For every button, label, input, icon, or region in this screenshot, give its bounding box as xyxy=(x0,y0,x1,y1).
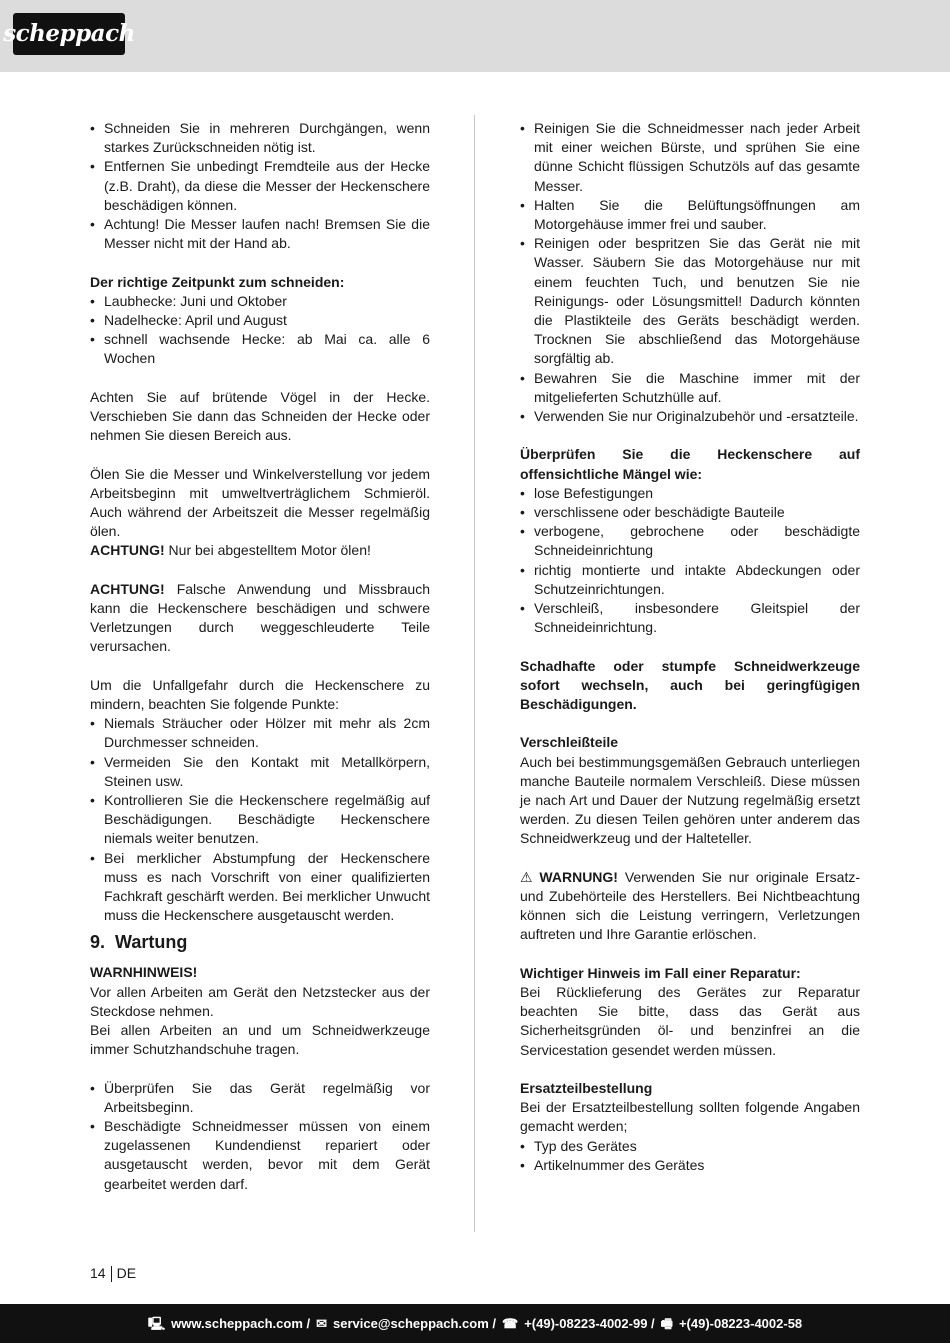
warning-paragraph xyxy=(520,868,860,945)
list-item: • Artikelnummer des Gerätes xyxy=(520,1156,860,1175)
section-number: 9. xyxy=(90,932,106,953)
footer-phone: +(49)-08223-4002-99 / xyxy=(524,1315,655,1331)
list-item: • Achtung! Die Messer laufen nach! Bremsen Sie die Messer nicht mit der Hand ab. xyxy=(90,215,430,253)
list-item: • Halten Sie die Belüftungsöffnungen am Motorgehäuse immer frei und sauber. xyxy=(520,196,860,234)
misuse-label: ACHTUNG! xyxy=(90,580,165,597)
list-item: • Beschädigte Schneidmesser müssen von einem zugelassenen Kundendienst repariert oder ausgetauscht werden, bevor mit dem Gerät gearbeitet werden darf. xyxy=(90,1117,430,1194)
timing-list xyxy=(90,292,430,369)
list-item: • Schneiden Sie in mehreren Durchgängen, wenn starkes Zurückschneiden nötig ist. xyxy=(90,119,430,157)
list-item: • Typ des Gerätes xyxy=(520,1137,860,1156)
repair-text: Bei Rücklieferung des Gerätes zur Reparatur beachten Sie bitte, dass das Gerät aus Sicherheitsgründen öl- und benzinfrei an die Servicestation gesendet werden müssen. xyxy=(520,984,860,1058)
section-heading xyxy=(90,931,430,953)
misuse-warning xyxy=(90,580,430,657)
wear-text: Auch bei bestimmungsgemäßen Gebrauch unterliegen manche Bauteile normalem Verschleiß. Diese müssen je nach Art und Dauer der Nutzung regelmäßig ersetzt werden. Zu diesen Teilen gehören unter anderem das Schneidwerkzeug und der Halteteller. xyxy=(520,753,860,847)
page-header xyxy=(0,0,950,72)
page-language: DE xyxy=(116,1265,137,1281)
warn-text-2: Bei allen Arbeiten an und um Schneidwerkzeuge immer Schutzhandschuhe tragen. xyxy=(90,1022,430,1058)
cutting-tips-list xyxy=(90,119,430,253)
order-list xyxy=(520,1137,860,1175)
list-item: • Bei merklicher Abstumpfung der Heckenschere muss es nach Vorschrift von einer qualifizierten Fachkraft geschärft werden. Bei merklicher Unwucht muss die Heckenschere ausgetauscht werden. xyxy=(90,849,430,926)
list-item: • Reinigen oder bespritzen Sie das Gerät nie mit Wasser. Säubern Sie das Motorgehäuse nur mit einem feuchten Tuch, und benutzen Sie nie Reinigungs- oder Lösungsmittel! Dadurch könnten die Plastikteile des Geräts beschädigt werden. Trocknen Sie abschließend das Motorgehäuse sorgfältig ab. xyxy=(520,234,860,368)
list-item: • Kontrollieren Sie die Heckenschere regelmäßig auf Beschädigungen. Beschädigte Heckenschere niemals weiter benutzen. xyxy=(90,791,430,849)
replace-heading: Schadhafte oder stumpfe Schneidwerkzeuge sofort wechseln, auch bei geringfügigen Beschädigungen. xyxy=(520,657,860,713)
list-item: • verbogene, gebrochene oder beschädigte Schneideinrichtung xyxy=(520,522,860,560)
column-divider xyxy=(474,115,475,1232)
phone-icon: ☎ xyxy=(502,1315,519,1331)
footer-fax: +(49)-08223-4002-58 xyxy=(678,1315,803,1331)
page-number xyxy=(90,1264,136,1283)
logo-text: scheppach xyxy=(3,20,135,48)
accident-intro: Um die Unfallgefahr durch die Heckenschere zu mindern, beachten Sie folgende Punkte: xyxy=(90,676,430,713)
repair-heading: Wichtiger Hinweis im Fall einer Reparatur: xyxy=(520,964,801,981)
oil-paragraph: Ölen Sie die Messer und Winkelverstellung vor jedem Arbeitsbeginn mit umweltverträglichem Schmieröl. Auch während der Arbeitszeit die Messer regelmäßig ölen. xyxy=(90,465,430,540)
warning-triangle-icon: ⚠ xyxy=(520,868,533,885)
accident-list xyxy=(90,714,430,925)
monitor-icon: 🖳 xyxy=(147,1315,166,1331)
right-column xyxy=(520,119,860,1175)
oil-warning xyxy=(90,541,430,560)
list-item: • richtig montierte und intakte Abdeckungen oder Schutzeinrichtungen. xyxy=(520,561,860,599)
list-item: • schnell wachsende Hecke: ab Mai ca. alle 6 Wochen xyxy=(90,330,430,368)
list-item: • Niemals Sträucher oder Hölzer mit mehr als 2cm Durchmesser schneiden. xyxy=(90,714,430,752)
warning-text: Verwenden Sie nur originale Ersatz- und Zubehörteile des Herstellers. Bei Nichtbeachtung können sich die Leistung verringern, Verletzungen auftreten und Ihre Garantie erlöschen. xyxy=(520,868,861,943)
mail-icon: ✉ xyxy=(316,1315,328,1331)
check-heading: Überprüfen Sie die Heckenschere auf offensichtliche Mängel wie: xyxy=(520,446,860,482)
oil-warning-text: Nur bei abgestelltem Motor ölen! xyxy=(164,542,371,559)
list-item: • Bewahren Sie die Maschine immer mit der mitgelieferten Schutzhülle auf. xyxy=(520,369,860,407)
list-item: • Nadelhecke: April und August xyxy=(90,311,430,330)
brand-logo xyxy=(3,13,135,55)
list-item: • Laubhecke: Juni und Oktober xyxy=(90,292,430,311)
list-item: • verschlissene oder beschädigte Bauteile xyxy=(520,503,860,522)
page-number-value: 14 xyxy=(90,1265,106,1281)
warn-text-1: Vor allen Arbeiten am Gerät den Netzstecker aus der Steckdose nehmen. xyxy=(90,983,430,1019)
wear-heading: Verschleißteile xyxy=(520,734,619,751)
order-heading: Ersatzteilbestellung xyxy=(520,1080,653,1097)
list-item: • lose Befestigungen xyxy=(520,484,860,503)
birds-paragraph: Achten Sie auf brütende Vögel in der Hecke. Verschieben Sie dann das Schneiden der Hecke oder nehmen Sie diesen Bereich aus. xyxy=(90,388,430,444)
list-item: • Entfernen Sie unbedingt Fremdteile aus der Hecke (z.B. Draht), da diese die Messer der Heckenschere beschädigen können. xyxy=(90,157,430,215)
section-title: Wartung xyxy=(115,932,188,953)
list-item: • Verschleiß, insbesondere Gleitspiel der Schneideinrichtung. xyxy=(520,599,860,637)
warning-label: WARNUNG! xyxy=(539,868,618,885)
list-item: • Vermeiden Sie den Kontakt mit Metallkörpern, Steinen usw. xyxy=(90,753,430,791)
list-item: • Reinigen Sie die Schneidmesser nach jeder Arbeit mit einer weichen Bürste, und sprühen Sie eine dünne Schicht flüssigen Schutzöls auf das gesamte Messer. xyxy=(520,119,860,196)
page-separator xyxy=(111,1266,112,1282)
fax-icon: 🖷 xyxy=(660,1315,673,1331)
cleaning-list xyxy=(520,119,860,426)
list-item: • Verwenden Sie nur Originalzubehör und -ersatzteile. xyxy=(520,407,860,426)
check-list xyxy=(520,484,860,638)
footer-mail-link[interactable]: service@scheppach.com / xyxy=(333,1315,496,1331)
warn-heading: WARNHINWEIS! xyxy=(90,964,198,981)
left-column xyxy=(90,119,430,1194)
list-item: • Überprüfen Sie das Gerät regelmäßig vor Arbeitsbeginn. xyxy=(90,1079,430,1117)
maintenance-list xyxy=(90,1079,430,1194)
misuse-text: Falsche Anwendung und Missbrauch kann die Heckenschere beschädigen und schwere Verletzungen durch weggeschleuderte Teile verursachen. xyxy=(90,580,430,655)
oil-warning-label: ACHTUNG! xyxy=(90,542,165,559)
order-text: Bei der Ersatzteilbestellung sollten folgende Angaben gemacht werden; xyxy=(520,1099,860,1135)
timing-heading: Der richtige Zeitpunkt zum schneiden: xyxy=(90,273,345,290)
footer-web-link[interactable]: www.scheppach.com / xyxy=(171,1315,311,1331)
page-footer xyxy=(0,1304,950,1343)
